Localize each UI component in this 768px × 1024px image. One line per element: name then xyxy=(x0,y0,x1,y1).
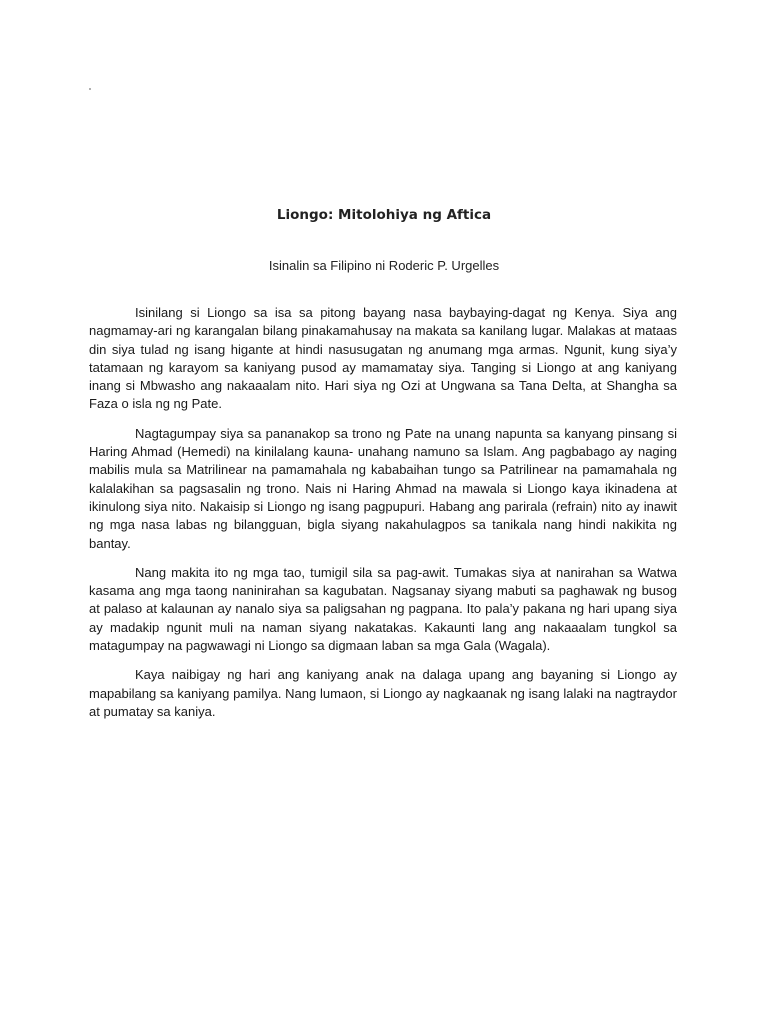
paragraph-1: Isinilang si Liongo sa isa sa pitong bayang nasa baybaying-dagat ng Kenya. Siya ang nagmamay-ari ng karangalan bilang pinakamahusay na makata sa kanilang lugar. Malakas at mataas din siya tulad ng isang higante at hindi nasusugatan ng anumang mga armas. Ngunit, kung siya’y tatamaan ng karayom sa kaniyang pusod ay mamamatay siya. Tanging si Liongo at ang kaniyang inang si Mbwasho ang nakaaalam nito. Hari siya ng Ozi at Ungwana sa Tana Delta, at Shangha sa Faza o isla ng ng Pate. xyxy=(89,305,677,412)
document-subtitle: Isinalin sa Filipino ni Roderic P. Urgelles xyxy=(268,258,500,273)
paragraph-3: Nang makita ito ng mga tao, tumigil sila sa pag-awit. Tumakas siya at nanirahan sa Watwa kasama ang mga taong naninirahan sa kagubatan. Nagsanay siyang mabuti sa paghawak ng busog at palaso at kalaunan ay nanalo siya sa paligsahan ng pagpana. Ito pala’y pakana ng hari upang siya ay madakip ngunit muli na naman siyang nakatakas. Kakaunti lang ang nakaaalam tungkol sa matagumpay na pagwawagi ni Liongo sa digmaan laban sa mga Gala (Wagala). xyxy=(89,564,677,654)
stray-mark xyxy=(89,88,91,90)
paragraph-4: Kaya naibigay ng hari ang kaniyang anak na dalaga upang ang bayaning si Liongo ay mapabilang sa kaniyang pamilya. Nang lumaon, si Liongo ay nagkaanak ng isang lalaki na nagtraydor at pumatay sa kaniya. xyxy=(89,667,677,719)
document-title: Liongo: Mitolohiya ng Aftica xyxy=(276,207,492,223)
document-body xyxy=(89,304,677,732)
paragraph-2: Nagtagumpay siya sa pananakop sa trono ng Pate na unang napunta sa kanyang pinsang si Haring Ahmad (Hemedi) na kinilalang kauna- unahang namuno sa Islam. Ang pagbabago ay naging mabilis mula sa Matrilinear na pamamahala ng kababaihan tungo sa Patrilinear na pamamahala ng kalalakihan sa pagsasalin ng trono. Nais ni Haring Ahmad na mawala si Liongo kaya ikinadena at ikinulong siya nito. Nakaisip si Liongo ng isang pagpupuri. Habang ang parirala (refrain) nito ay inawit ng mga nasa labas ng bilangguan, bigla siyang nakahulagpos sa tanikala nang hindi nakikita ng bantay. xyxy=(89,425,677,551)
